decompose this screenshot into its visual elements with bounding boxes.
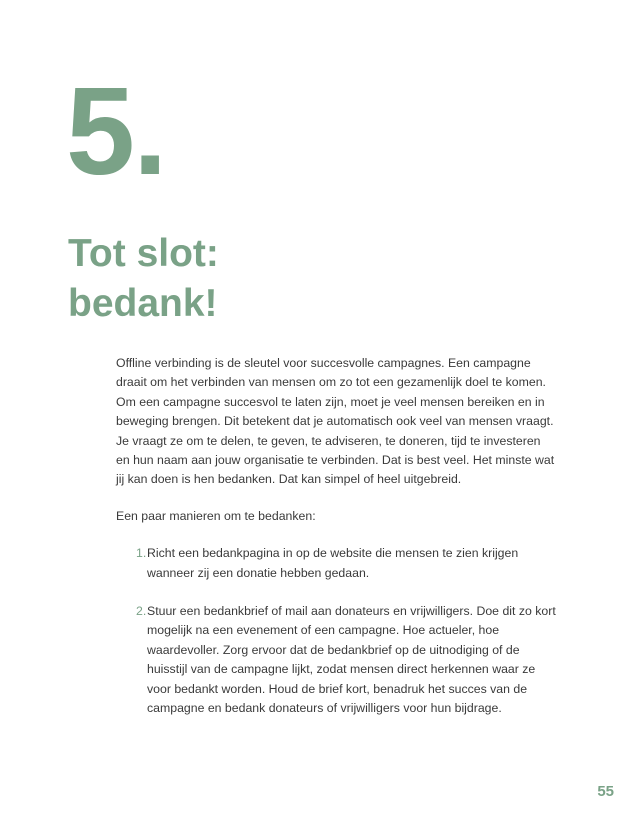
- list-item-text: Stuur een bedankbrief of mail aan donateurs en vrijwilligers. Doe dit zo kort mogelijk na een evenement of een campagne. Hoe actueler, hoe waardevoller. Zorg ervoor dat de bedankbrief op de uitnodiging of de huisstijl van de campagne lijkt, zodat mensen direct herkennen waar ze voor bedankt worden. Houd de brief kort, benadruk het succes van de campagne en bedank donateurs of vrijwilligers voor hun bijdrage.: [147, 604, 556, 716]
- page-number: 55: [597, 783, 614, 800]
- list-item-text: Richt een bedankpagina in op de website die mensen te zien krijgen wanneer zij een donatie hebben gedaan.: [147, 546, 519, 580]
- intro-paragraph: Offline verbinding is de sleutel voor succesvolle campagnes. Een campagne draait om het verbinden van mensen om zo tot een gezamenlijk doel te komen. Om een campagne succesvol te laten zijn, moet je veel mensen bereiken en in beweging brengen. Dit betekent dat je automatisch ook veel van mensen vraagt. Je vraagt ze om te delen, te geven, te adviseren, te doneren, tijd te investeren en hun naam aan jouw organisatie te verbinden. Dat is best veel. Het minste wat jij kan doen is hen bedanken. Dat kan simpel of heel uitgebreid.: [116, 356, 555, 487]
- list-item: [136, 602, 556, 718]
- chapter-title-line-1: Tot slot:: [68, 232, 219, 275]
- list-item: [136, 544, 556, 583]
- chapter-title: [68, 229, 219, 329]
- thank-you-list: [116, 544, 556, 718]
- body-content: [116, 354, 556, 738]
- list-heading: Een paar manieren om te bedanken:: [116, 508, 316, 523]
- chapter-number: 5.: [66, 63, 166, 201]
- list-item-number: 2.: [136, 604, 147, 619]
- list-item-number: 1.: [136, 546, 147, 561]
- chapter-title-line-2: bedank!: [68, 282, 218, 325]
